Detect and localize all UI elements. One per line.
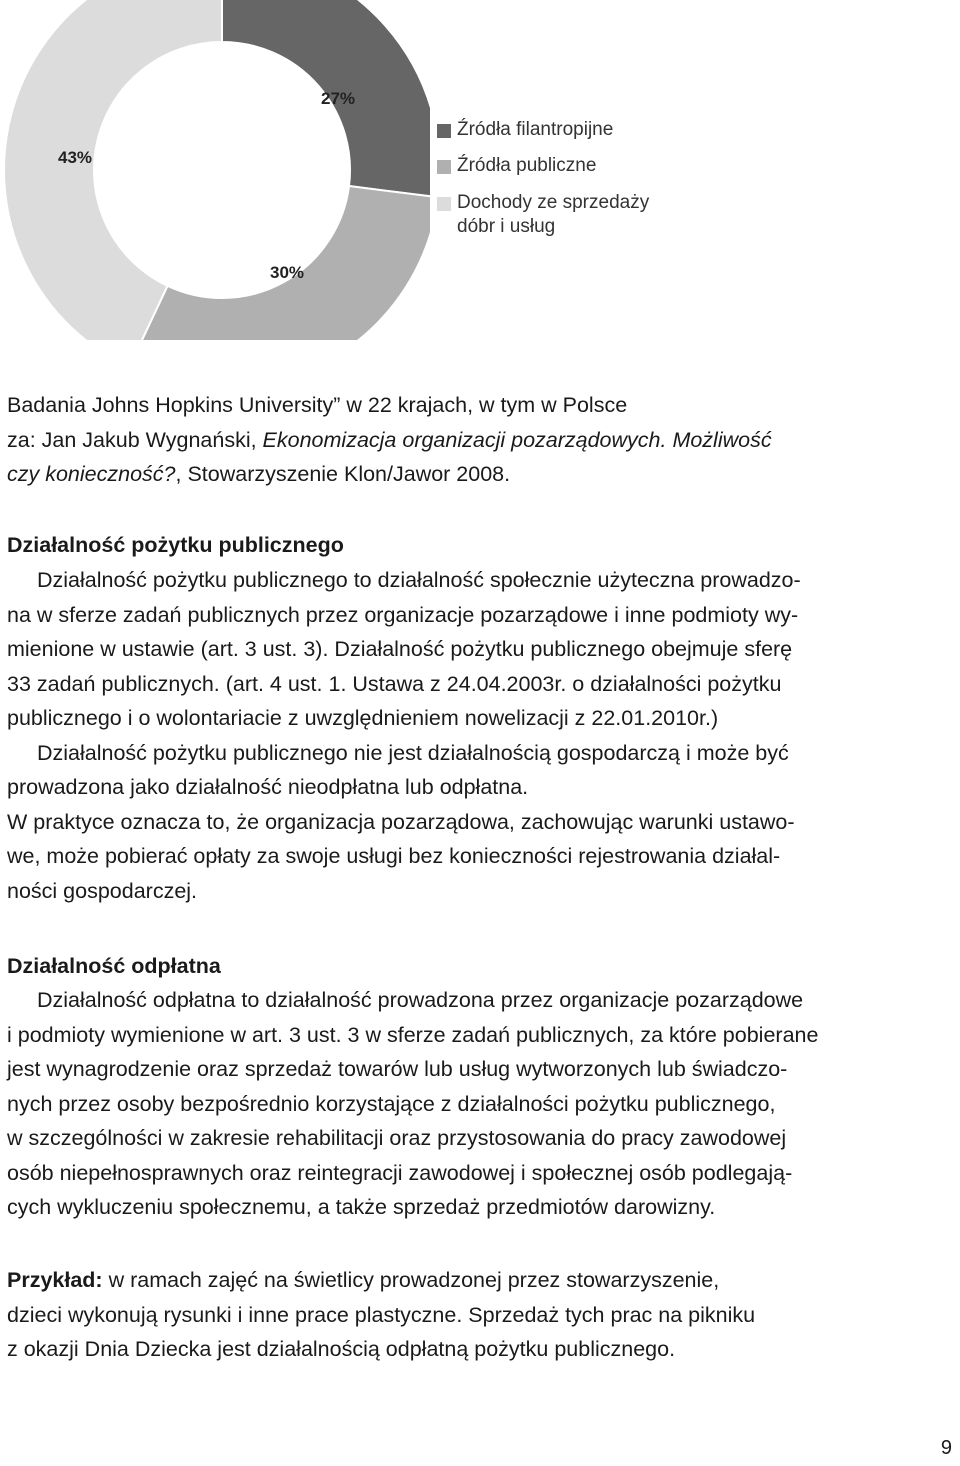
citation-text: za: Jan Jakub Wygnański, — [7, 427, 263, 452]
text-line: prowadzona jako działalność nieodpłatna lub odpłatna. — [7, 775, 529, 799]
text-line: i podmioty wymienione w art. 3 ust. 3 w sferze zadań publicznych, za które pobierane — [7, 1022, 819, 1047]
legend-label: Dochody ze sprzedaży — [457, 192, 650, 213]
citation-line: Badania Johns Hopkins University” w 22 krajach, w tym w Polsce — [7, 393, 628, 417]
text-line: na w sferze zadań publicznych przez organizacje pozarządowe i inne podmioty wy- — [7, 602, 799, 627]
text-line: osób niepełnosprawnych oraz reintegracji zawodowej i społecznej osób podlegają- — [7, 1160, 793, 1185]
example-paragraph — [7, 1263, 955, 1367]
section-heading: Działalność pożytku publicznego — [7, 533, 344, 557]
text-line: publicznego i o wolontariacie z uwzględnieniem nowelizacji z 22.01.2010r.) — [7, 706, 719, 730]
text-line: dzieci wykonują rysunki i inne prace plastyczne. Sprzedaż tych prac na pikniku — [7, 1302, 756, 1327]
donut-slice — [4, 0, 222, 340]
section-heading: Działalność odpłatna — [7, 954, 221, 978]
legend-label: dóbr i usług — [457, 216, 556, 237]
text-line: W praktyce oznacza to, że organizacja pozarządowa, zachowując warunki ustawo- — [7, 809, 795, 834]
citation-title: Ekonomizacja organizacji pozarządowych. Możliwość — [262, 427, 772, 452]
example-label: Przykład: — [7, 1268, 103, 1292]
slice-label: 43% — [57, 148, 93, 167]
legend-swatch — [437, 197, 451, 211]
text-line: z okazji Dnia Dziecka jest działalnością odpłatną pożytku publicznego. — [7, 1337, 676, 1361]
text-line: Działalność pożytku publicznego nie jest działalnością gospodarczą i może być — [37, 740, 789, 765]
text-line: nych przez osoby bezpośrednio korzystające z działalności pożytku publicznego, — [7, 1091, 776, 1116]
donut-chart — [0, 0, 430, 340]
text-line: Działalność pożytku publicznego to działalność społecznie użyteczna prowadzo- — [37, 568, 801, 592]
text-line: ności gospodarczej. — [7, 878, 198, 903]
slice-label: 30% — [269, 263, 305, 282]
slice-label: 27% — [320, 89, 356, 108]
text-line: we, może pobierać opłaty za swoje usługi bez konieczności rejestrowania działal- — [7, 844, 781, 868]
legend-label: Źródła publiczne — [457, 155, 597, 176]
page-number: 9 — [940, 1437, 952, 1459]
section-body — [7, 563, 955, 908]
text-line: w ramach zajęć na świetlicy prowadzonej przez stowarzyszenie, — [102, 1268, 720, 1292]
text-line: Działalność odpłatna to działalność prowadzona przez organizacje pozarządowe — [37, 988, 804, 1012]
text-line: jest wynagrodzenie oraz sprzedaż towarów lub usług wytworzonych lub świadczo- — [7, 1057, 788, 1081]
citation-text: , Stowarzyszenie Klon/Jawor 2008. — [175, 462, 511, 486]
text-line: w szczególności w zakresie rehabilitacji oraz przystosowania do pracy zawodowej — [7, 1126, 787, 1150]
text-line: mienione w ustawie (art. 3 ust. 3). Działalność pożytku publicznego obejmuje sferę — [7, 637, 793, 661]
text-line: cych wykluczeniu społecznemu, a także sprzedaż przedmiotów darowizny. — [7, 1195, 716, 1219]
citation-title: czy konieczność? — [7, 462, 176, 486]
source-citation — [7, 388, 955, 492]
text-line: 33 zadań publicznych. (art. 4 ust. 1. Ustawa z 24.04.2003r. o działalności pożytku — [7, 671, 782, 696]
legend-swatch — [437, 124, 451, 138]
legend-label: Źródła filantropijne — [457, 119, 614, 140]
legend-swatch — [437, 160, 451, 174]
section-body — [7, 983, 955, 1225]
